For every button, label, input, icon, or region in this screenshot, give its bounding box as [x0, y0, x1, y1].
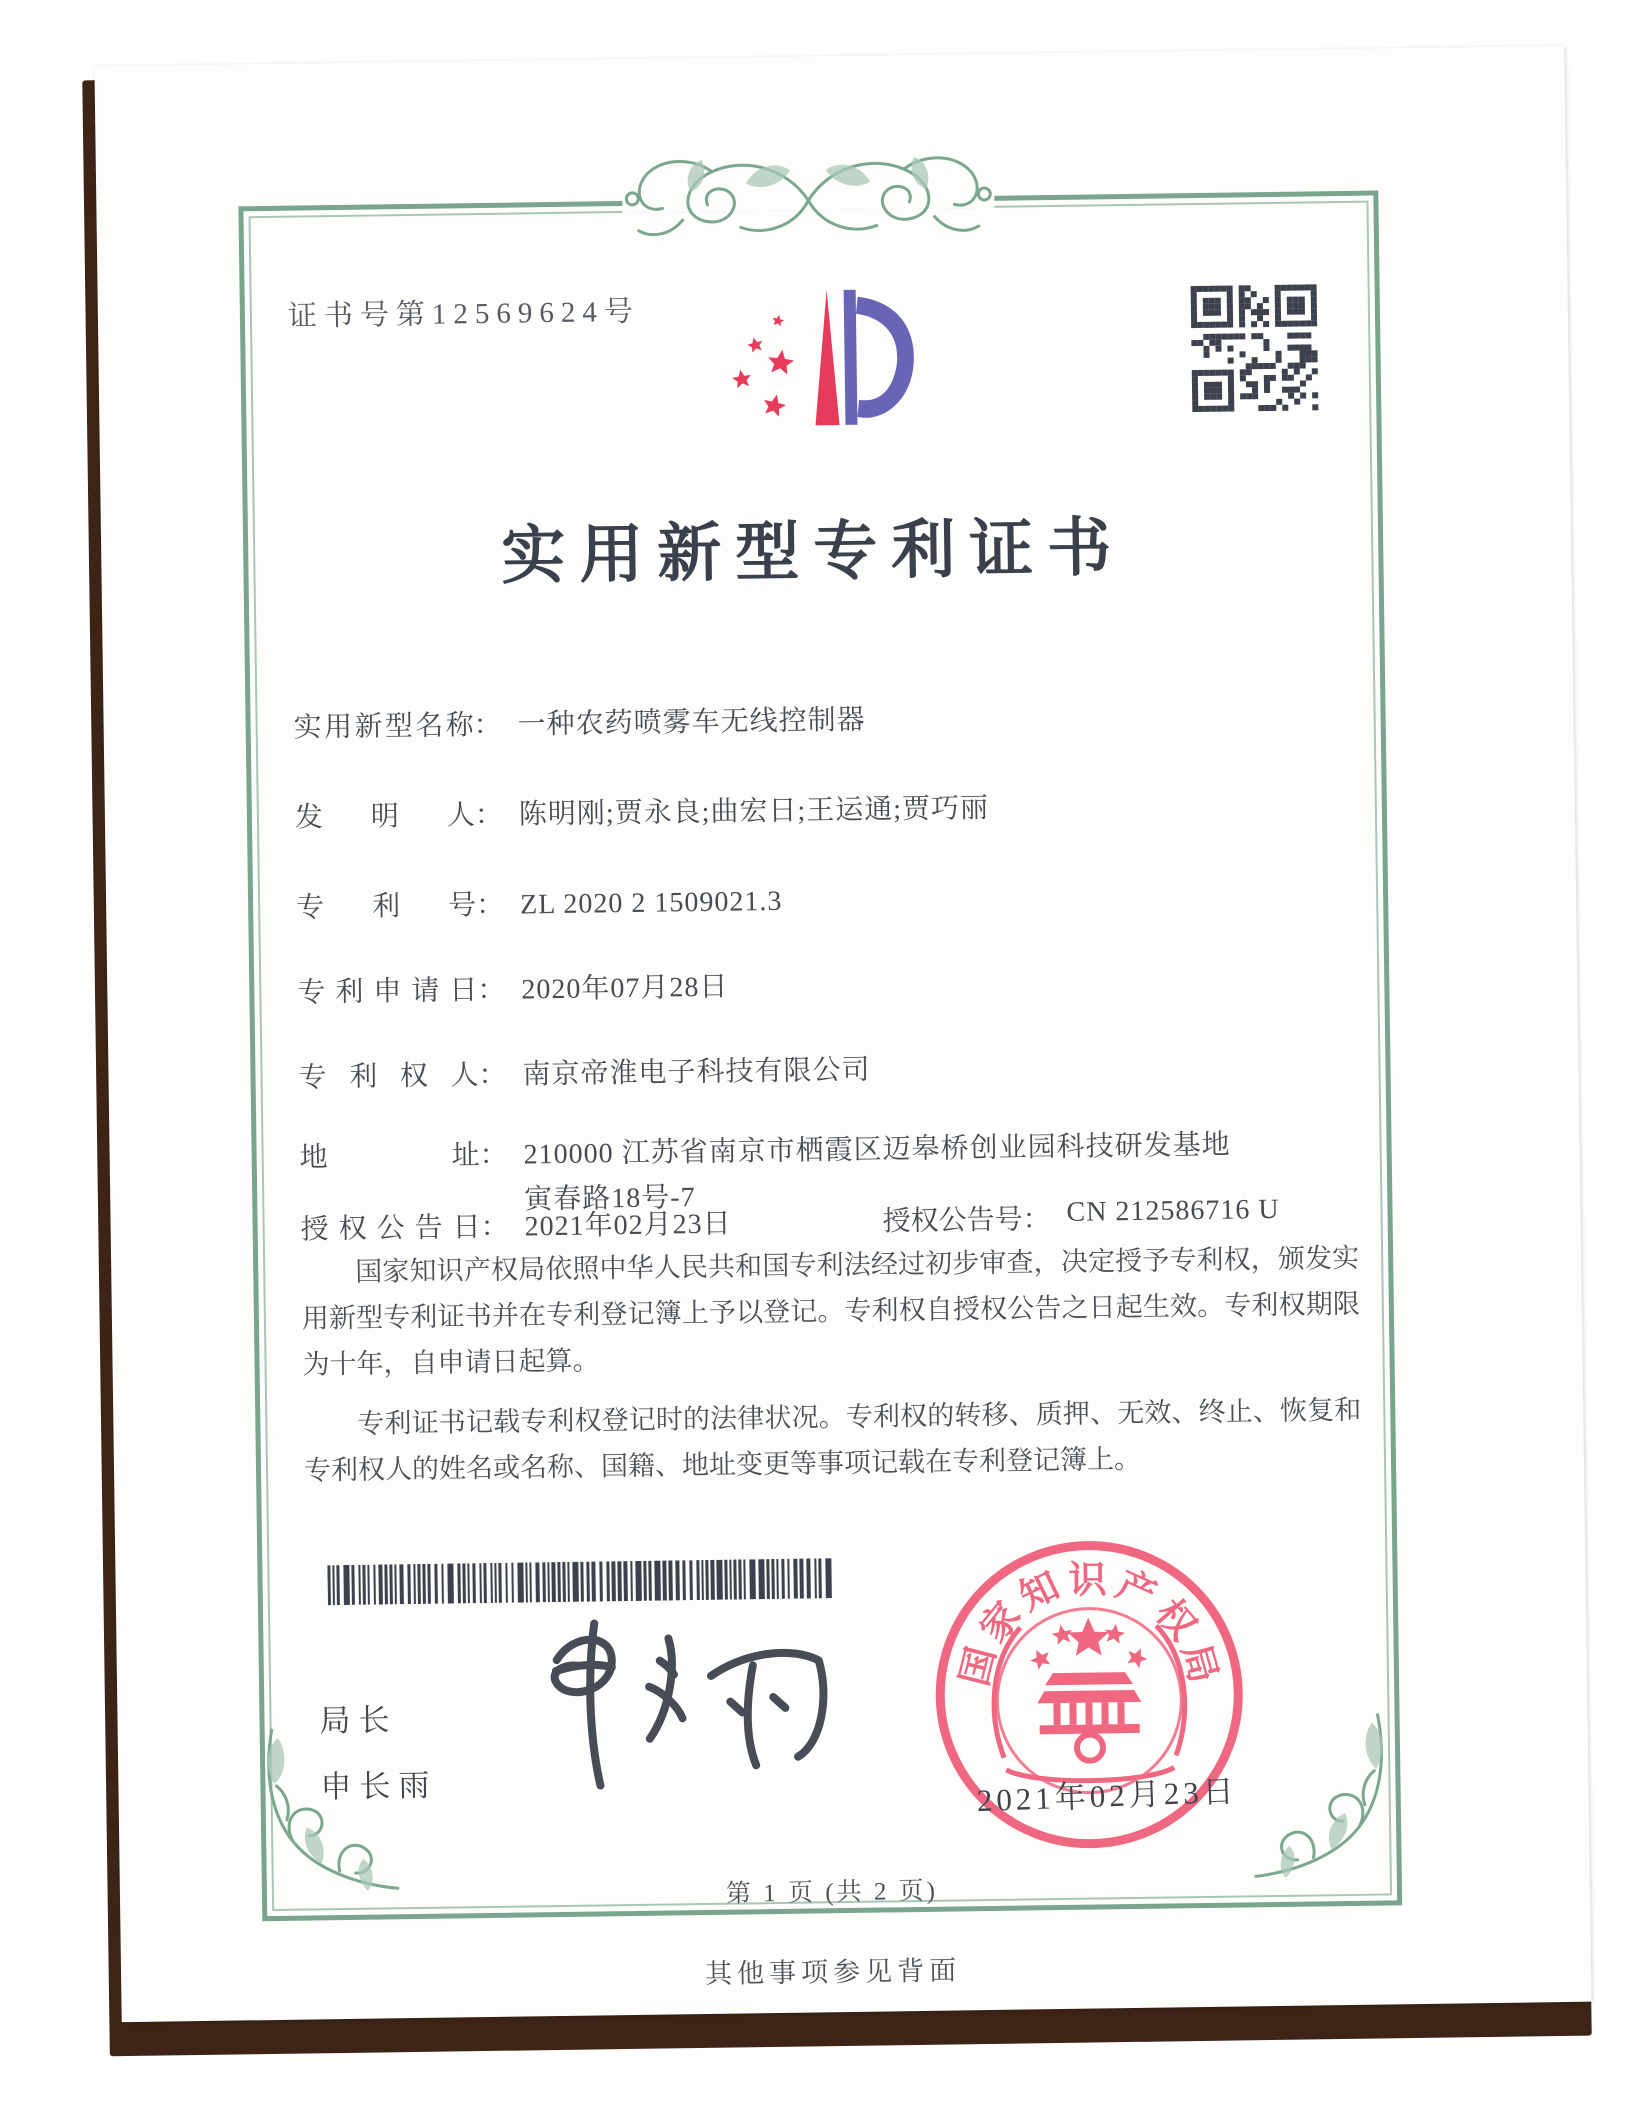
svg-text:识: 识	[1068, 1559, 1107, 1602]
svg-text:家: 家	[972, 1594, 1030, 1651]
field-value: 南京帝淮电子科技有限公司	[522, 1054, 871, 1091]
svg-text:权: 权	[1147, 1592, 1204, 1649]
certificate-paper	[94, 46, 1591, 2022]
field-value: 陈明刚;贾永良;曲宏日;王运通;贾巧丽	[518, 792, 990, 831]
field-label: 地址	[299, 1140, 480, 1174]
field-colon: ：	[475, 889, 505, 922]
paragraph: 专利证书记载专利权登记时的法律状况。专利权的转移、质押、无效、终止、恢复和专利权人的姓名或名称、国籍、地址变更等事项记载在专利登记簿上。	[303, 1394, 1362, 1486]
field-row	[298, 1048, 871, 1101]
field-row	[296, 879, 783, 931]
field-label: 专利号	[295, 890, 477, 924]
legal-paragraphs	[301, 1235, 1362, 1508]
field-value: ZL 2020 2 1509021.3	[519, 885, 783, 921]
svg-text:知: 知	[1013, 1564, 1066, 1620]
national-emblem-icon	[993, 1607, 1186, 1794]
grant-number-label: 授权公告号	[882, 1204, 1023, 1238]
field-value: 2020年07月28日	[521, 971, 729, 1006]
field-colon: ：	[474, 799, 504, 832]
field-colon: ：	[473, 709, 502, 742]
director-signature	[498, 1604, 861, 1829]
grant-date-field: 授权公告日： 2021年02月23日	[300, 1202, 731, 1239]
certificate-title: 实用新型专利证书	[500, 512, 1126, 592]
qr-code	[1188, 281, 1322, 415]
field-colon: ：	[477, 974, 506, 1007]
field-colon: ：	[479, 1139, 508, 1172]
field-row	[297, 965, 729, 1016]
field-value: 210000 江苏省南京市栖霞区迈皋桥创业园科技研发基地 寅春路18号-7	[523, 1129, 1231, 1216]
signer-title: 局长	[319, 1702, 398, 1739]
grant-date-value: 2021年02月23日	[524, 1208, 732, 1243]
seal-date: 2021年02月23日	[976, 1773, 1239, 1819]
grant-number-field: 授权公告号： CN 212586716 U	[882, 1193, 1280, 1238]
svg-text:国: 国	[953, 1643, 1004, 1691]
field-label: 发明人	[294, 800, 476, 834]
field-value: 一种农药喷雾车无线控制器	[517, 704, 866, 741]
field-label: 专利权人	[298, 1060, 479, 1094]
grant-number-value: CN 212586716 U	[1066, 1193, 1280, 1228]
back-side-note: 其他事项参见背面	[704, 1955, 962, 1990]
top-flourish-ornament-icon	[596, 137, 1022, 255]
paragraph: 国家知识产权局依照中华人民共和国专利法经过初步审查，决定授予专利权，颁发实用新型专利证书并在专利登记簿上予以登记。专利权自授权公告之日起生效。专利权期限为十年，自申请日起算。	[301, 1242, 1361, 1380]
signer-name: 申长雨	[320, 1767, 438, 1805]
field-colon: ：	[478, 1059, 507, 1092]
page-number-note: 第 1 页 (共 2 页)	[725, 1877, 939, 1908]
field-label: 实用新型名称	[293, 710, 474, 744]
grant-date-label: 授权公告日	[300, 1212, 481, 1246]
svg-text:产: 产	[1110, 1563, 1162, 1618]
field-row	[293, 698, 866, 751]
certificate-number: 证书号第12569624号	[287, 295, 641, 333]
barcode	[327, 1558, 844, 1605]
svg-text:局: 局	[1173, 1639, 1225, 1688]
field-label: 专利申请日	[297, 975, 478, 1009]
cnipa-logo-icon	[706, 281, 918, 454]
